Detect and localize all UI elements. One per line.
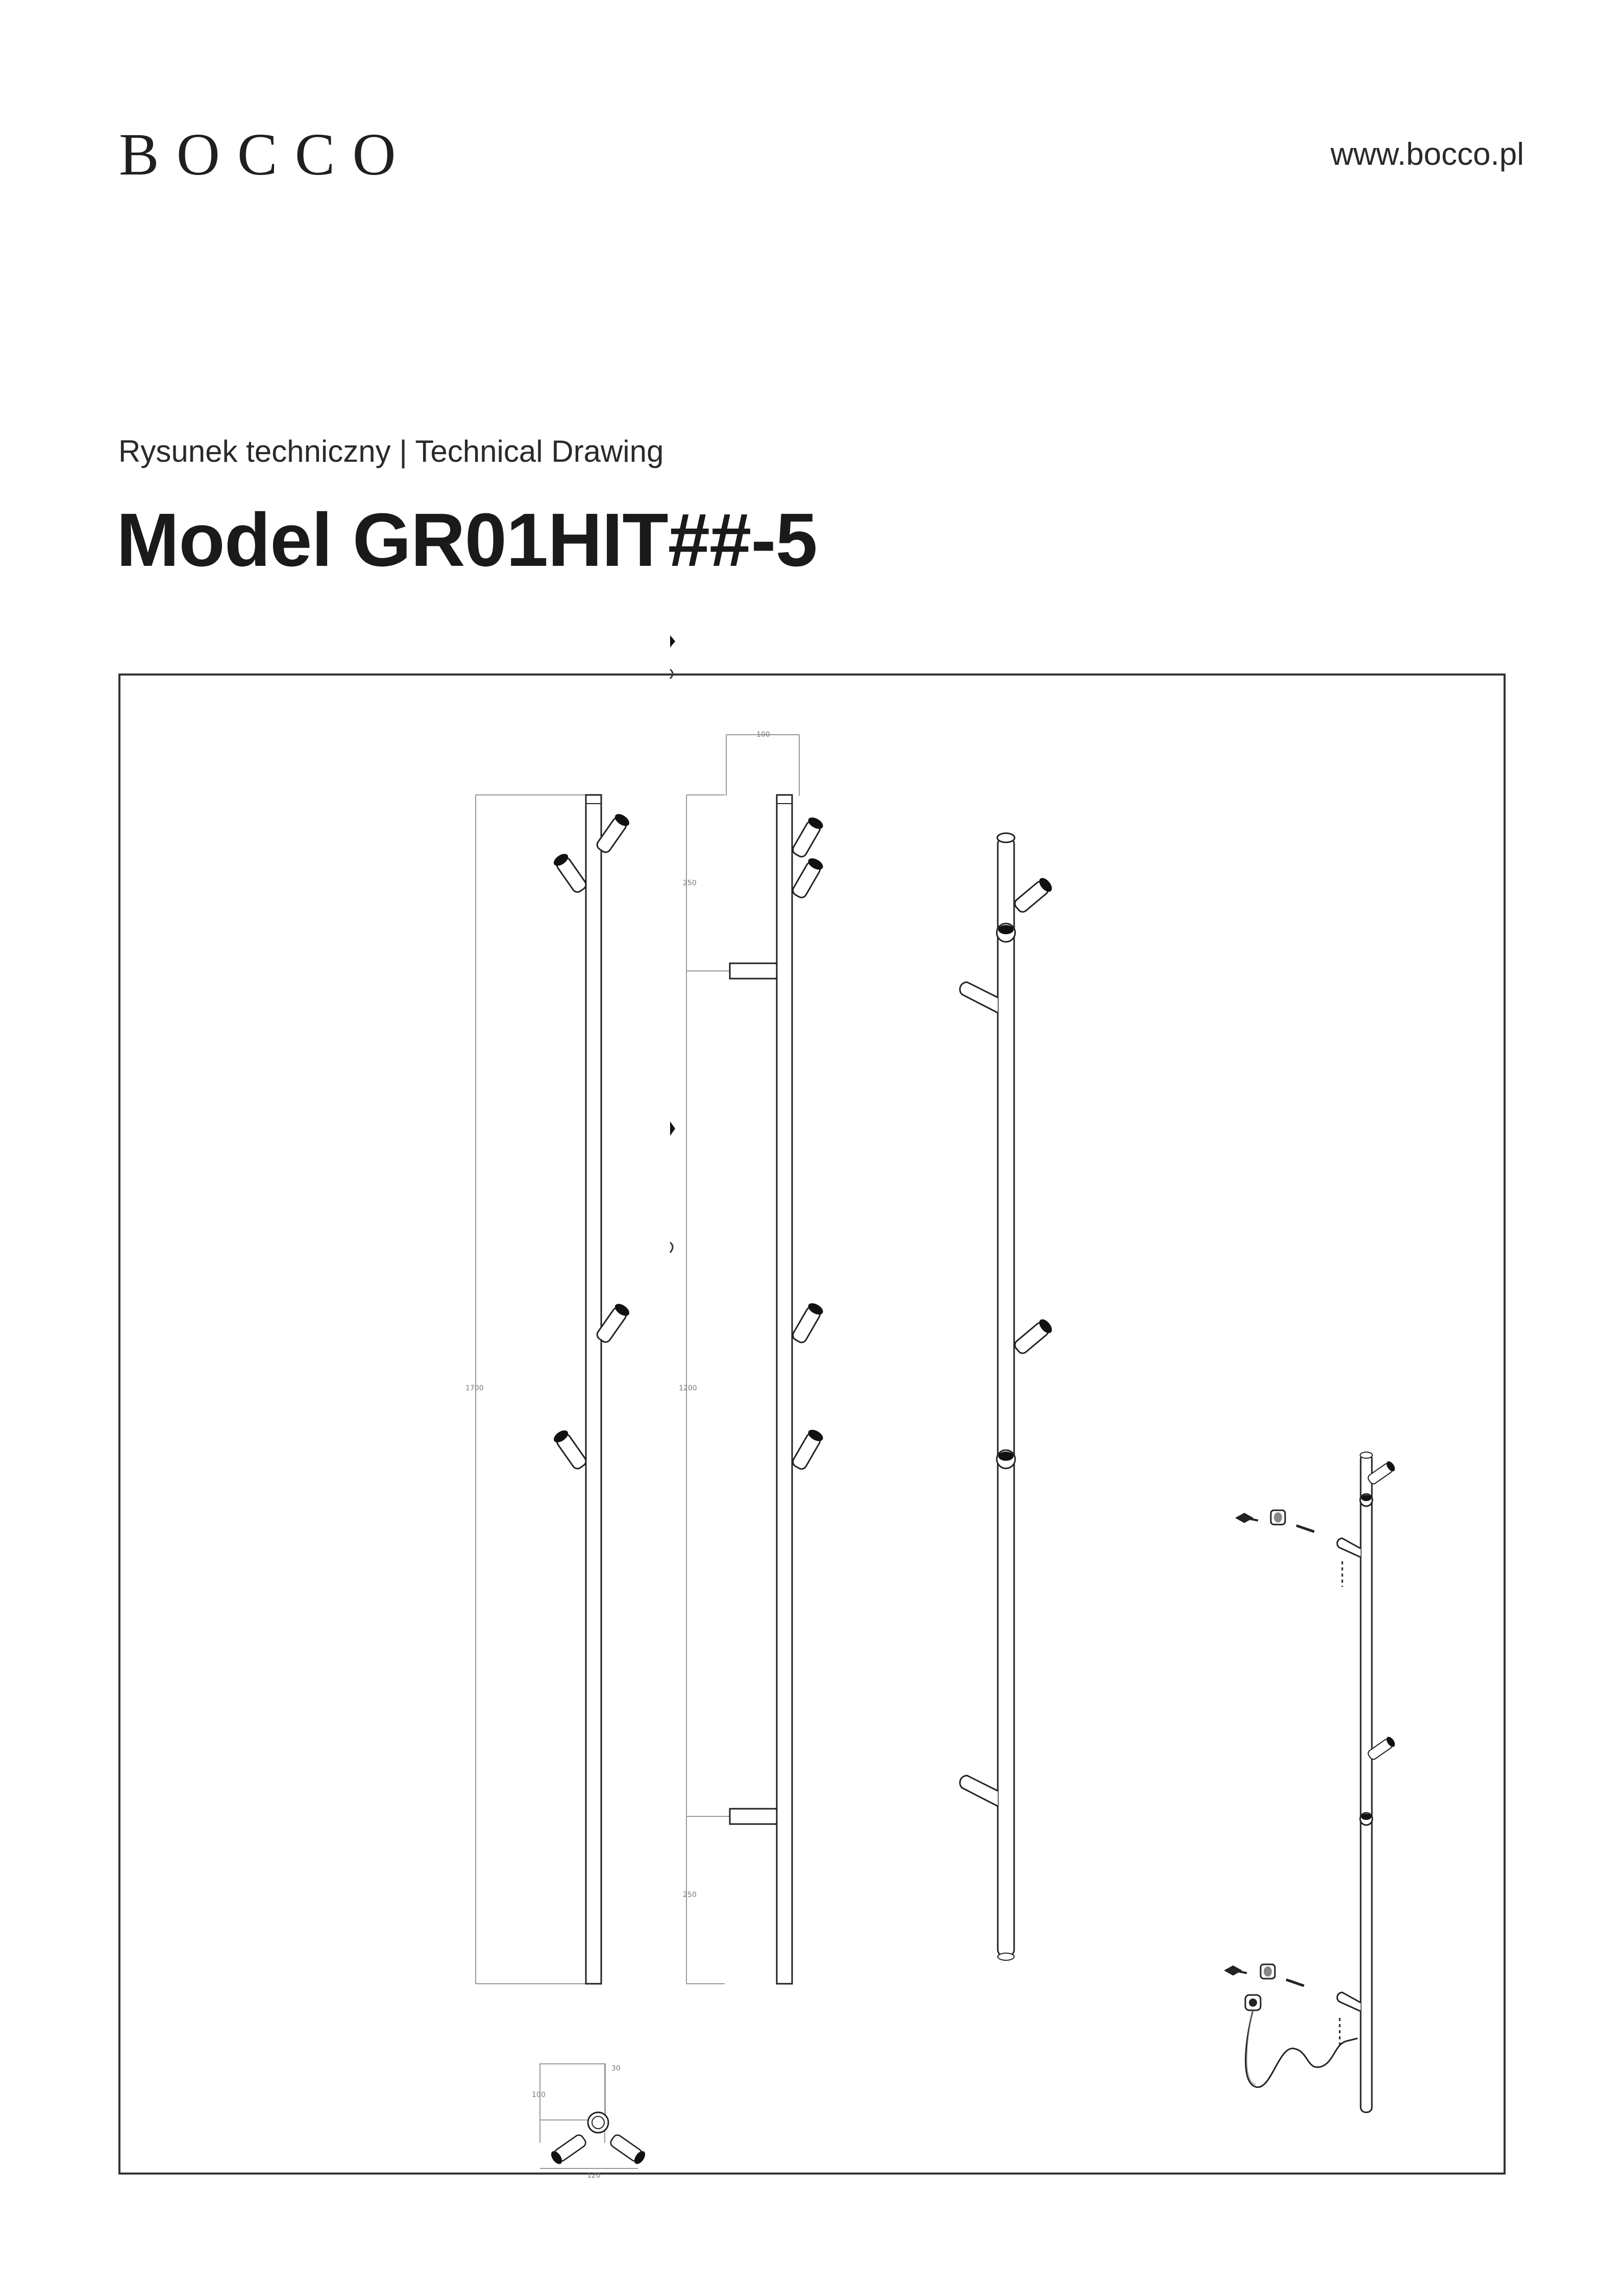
side-view: [679, 731, 825, 1984]
document-subtitle: Rysunek techniczny | Technical Drawing: [118, 434, 664, 468]
perspective-view: [960, 833, 1054, 1960]
stray-mark: [670, 635, 675, 647]
dim-mount-spacing: 1200: [679, 1384, 697, 1392]
top-view: [532, 2064, 647, 2180]
dim-base-height: 100: [532, 2091, 546, 2099]
front-view: [465, 795, 631, 1984]
stray-mark: [670, 1242, 673, 1253]
stray-mark: [670, 669, 673, 679]
page-title: Model GR01HIT##-5: [116, 498, 817, 582]
dim-offset: 100: [756, 731, 770, 739]
dim-bottom: 250: [683, 1891, 697, 1899]
stray-mark: [670, 1121, 675, 1136]
website-url[interactable]: www.bocco.pl: [1330, 137, 1524, 172]
dim-top: 250: [683, 879, 697, 887]
dim-base-width: 120: [587, 2172, 601, 2180]
dim-total-height: 1700: [465, 1384, 484, 1392]
dim-small: 30: [611, 2064, 621, 2073]
exploded-view: [1224, 1452, 1397, 2112]
brand-logo: BOCCO: [119, 121, 413, 188]
